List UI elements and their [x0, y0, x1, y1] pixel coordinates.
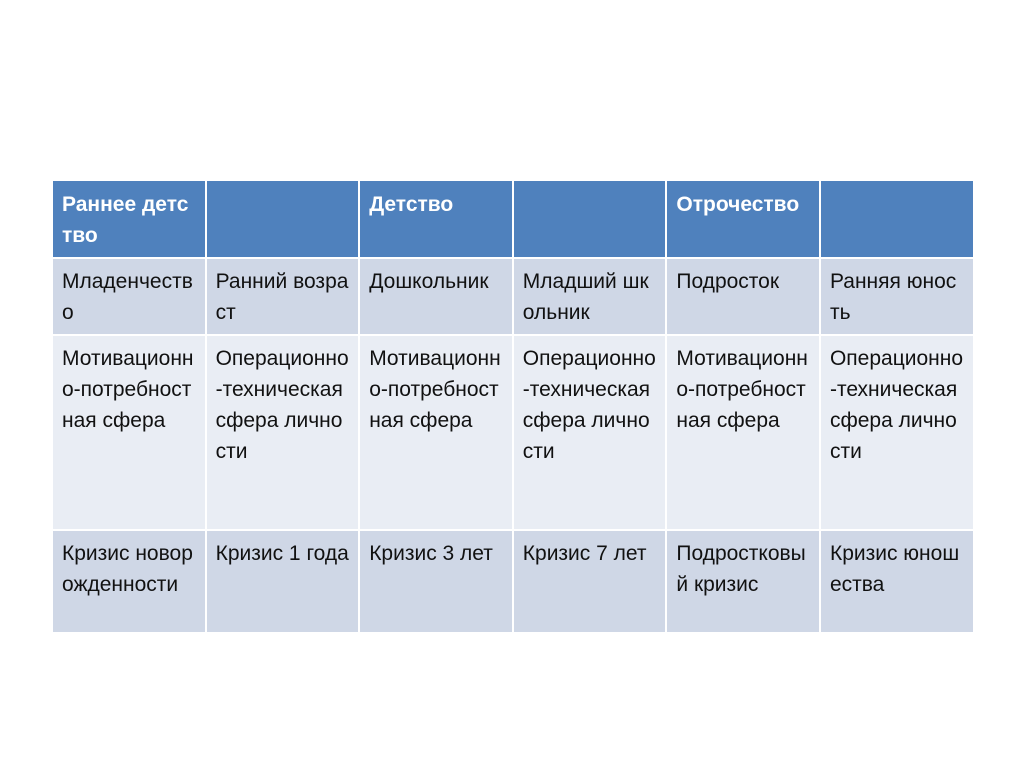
table-cell: Ранний возраст — [206, 258, 360, 335]
table-cell: Кризис 7 лет — [513, 530, 667, 633]
table-cell: Мотивационно-потребностная сфера — [666, 335, 820, 530]
header-cell-adolescence: Отрочество — [666, 180, 820, 258]
table-cell: Ранняя юность — [820, 258, 974, 335]
table-row-spheres — [52, 335, 974, 530]
table-cell: Подросток — [666, 258, 820, 335]
table-cell: Мотивационно-потребностная сфера — [359, 335, 513, 530]
table-cell: Кризис новорожденности — [52, 530, 206, 633]
header-cell-empty-3 — [820, 180, 974, 258]
header-cell-early-childhood: Раннее детство — [52, 180, 206, 258]
header-cell-empty-2 — [513, 180, 667, 258]
table-row-crises — [52, 530, 974, 633]
table-cell: Кризис юношества — [820, 530, 974, 633]
table-cell: Подростковый кризис — [666, 530, 820, 633]
table-cell: Мотивационно-потребностная сфера — [52, 335, 206, 530]
header-cell-empty-1 — [206, 180, 360, 258]
table-header-row — [52, 180, 974, 258]
table-row-stages — [52, 258, 974, 335]
table-cell: Дошкольник — [359, 258, 513, 335]
table-cell: Младший школьник — [513, 258, 667, 335]
table-cell: Кризис 3 лет — [359, 530, 513, 633]
header-cell-childhood: Детство — [359, 180, 513, 258]
table-cell: Операционно-техническая сфера личности — [513, 335, 667, 530]
table-cell: Кризис 1 года — [206, 530, 360, 633]
table-cell: Операционно-техническая сфера личности — [820, 335, 974, 530]
table-cell: Младенчество — [52, 258, 206, 335]
age-periods-table — [51, 179, 975, 634]
table-cell: Операционно-техническая сфера личности — [206, 335, 360, 530]
